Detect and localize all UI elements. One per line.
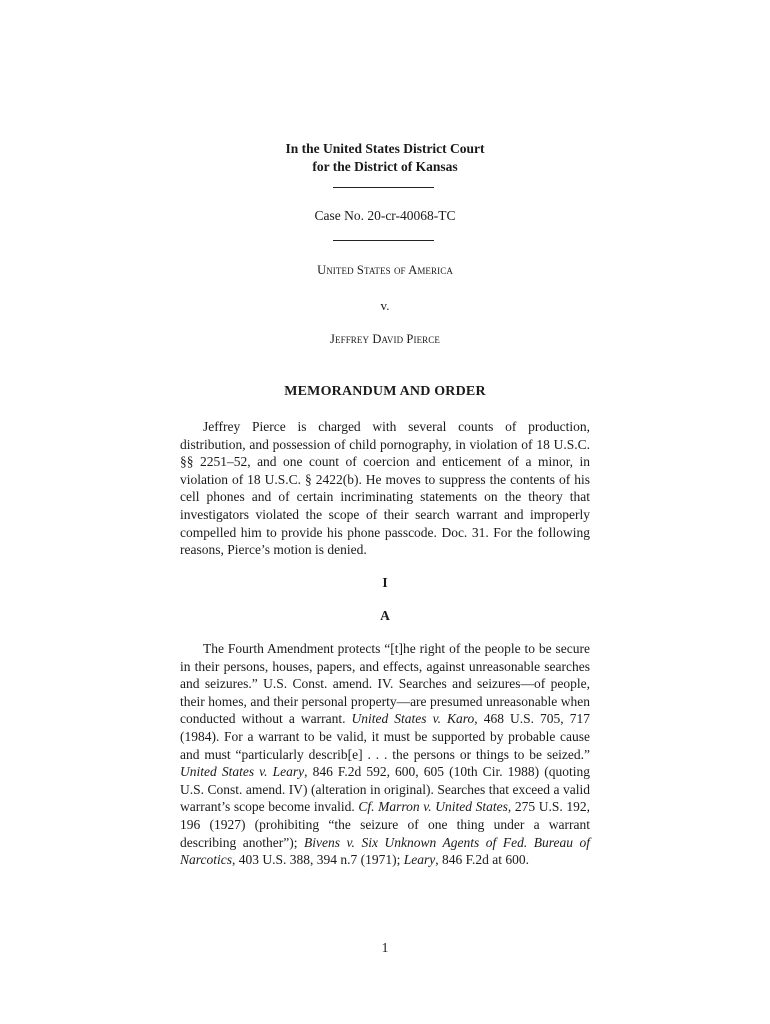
intro-paragraph-text: Jeffrey Pierce is charged with several counts of production, distribution, and possession of child pornography, in violation of 18 U.S.C. §§ 2251–52, and one count of coercion and enticement of a minor, in violation of 18 U.S.C. § 2422(b). He moves to suppress the contents of his cell phones and of certain incriminating statements on the theory that investigators violated the scope of their search warrant and improperly compelled him to provide his phone passcode. Doc. 31. For the following reasons, Pierce’s motion is denied. bbox=[180, 419, 590, 558]
case-citation: Leary bbox=[403, 852, 436, 868]
section-heading: I bbox=[382, 575, 388, 590]
divider-bottom bbox=[333, 240, 434, 241]
intro-paragraph bbox=[180, 418, 590, 559]
subsection-heading: A bbox=[380, 608, 390, 623]
court-name: In the United States District Court bbox=[285, 141, 485, 156]
plaintiff-name: United States of America bbox=[317, 263, 453, 277]
fourth-amendment-paragraph-text bbox=[180, 640, 590, 869]
text-segment: , 846 F.2d at 600. bbox=[435, 852, 530, 868]
text-segment: , 468 U.S. 705, 717 (1984). For a warrant to be valid, it must be supported by probable cause and must “particularly describ[e] . . . the persons or things to be seized.” bbox=[180, 711, 590, 762]
case-citation: Cf. Marron v. United States bbox=[358, 799, 508, 815]
divider-top bbox=[333, 187, 434, 188]
page-number: 1 bbox=[381, 940, 389, 955]
case-citation: United States v. Leary bbox=[180, 764, 305, 780]
text-segment: , 403 U.S. 388, 394 n.7 (1971); bbox=[232, 852, 404, 868]
versus-label: v. bbox=[380, 298, 390, 313]
case-citation: Bivens v. Six Unknown Agents of Fed. Bureau of Narcotics bbox=[180, 834, 590, 868]
case-number: Case No. 20-cr-40068-TC bbox=[314, 208, 456, 223]
text-segment: , 846 F.2d 592, 600, 605 (10th Cir. 1988) (quoting U.S. Const. amend. IV) (alteration in original). Searches that exceed a valid warrant’s scope become invalid. bbox=[180, 764, 590, 815]
defendant-name: Jeffrey David Pierce bbox=[330, 332, 440, 346]
document-title: MEMORANDUM AND ORDER bbox=[284, 384, 486, 399]
court-heading bbox=[0, 140, 770, 176]
fourth-amendment-paragraph bbox=[180, 640, 590, 869]
case-citation: United States v. Karo bbox=[351, 711, 475, 727]
text-segment: , 275 U.S. 192, 196 (1927) (prohibiting “the seizure of one thing under a warrant describing another”); bbox=[180, 799, 590, 850]
text-segment: The Fourth Amendment protects “[t]he right of the people to be secure in their persons, houses, papers, and effects, against unreasonable searches and seizures.” U.S. Const. amend. IV. Searches and seizures—of people, their homes, and their personal property—are presumed unreasonable when conducted without a warrant. bbox=[180, 641, 590, 727]
court-district: for the District of Kansas bbox=[312, 159, 458, 174]
